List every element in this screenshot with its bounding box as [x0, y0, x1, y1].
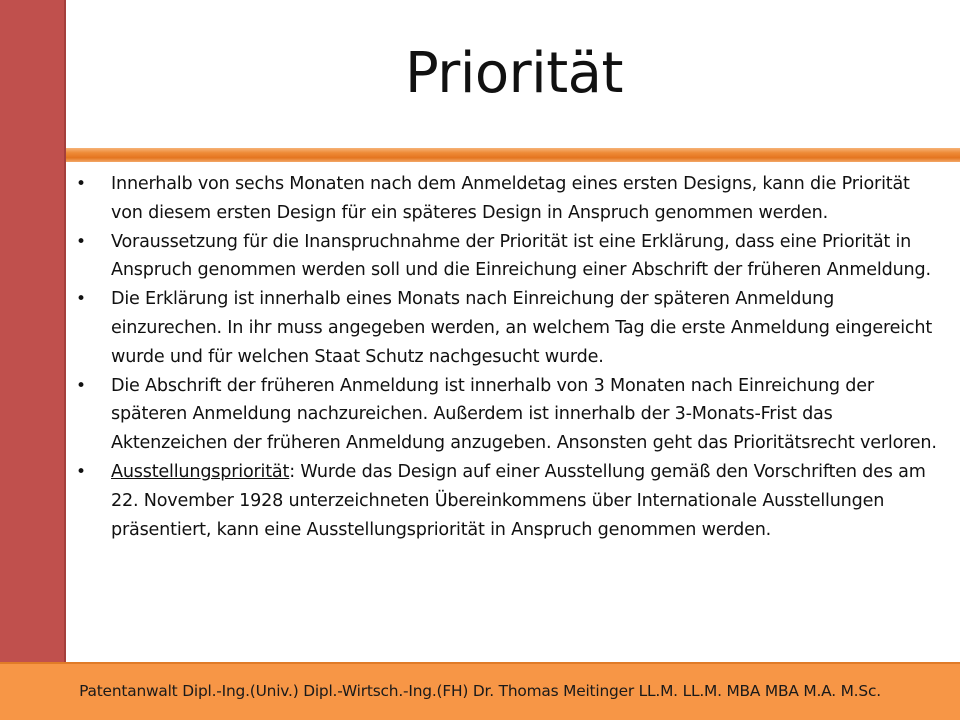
bullet-item-4 — [76, 372, 946, 458]
bullet-keyword: Ausstellungspriorität — [111, 461, 290, 482]
footer-text: Patentanwalt Dipl.-Ing.(Univ.) Dipl.-Wirtsch.-Ing.(FH) Dr. Thomas Meitinger LL.M. LL.M. MBA MBA M.A. M.Sc. — [79, 682, 881, 700]
slide-title: Priorität — [405, 41, 623, 106]
bullet-icon: • — [76, 461, 86, 482]
bullet-icon: • — [76, 289, 86, 310]
left-accent-bar — [0, 0, 66, 662]
bullet-text: Voraussetzung für die Inanspruchnahme der Priorität ist eine Erklärung, dass eine Priorität in Anspruch genommen werden soll und die Einreichung einer Abschrift der früheren Anmeldung. — [111, 231, 931, 281]
bullet-icon: • — [76, 231, 86, 252]
bullet-text: Innerhalb von sechs Monaten nach dem Anmeldetag eines ersten Designs, kann die Priorität von diesem ersten Design für ein späteres Design in Anspruch genommen werden. — [111, 174, 910, 223]
bullet-list — [76, 170, 946, 544]
bullet-item-2 — [76, 228, 946, 286]
bullet-item-1 — [76, 170, 946, 228]
bullet-text: Die Erklärung ist innerhalb eines Monats nach Einreichung der späteren Anmeldung einzurechen. In ihr muss angegeben werden, an welchem Tag die erste Anmeldung eingereicht wurde und für welchen Staat Schutz nachgesucht wurde. — [111, 289, 933, 367]
bullet-item-5 — [76, 458, 946, 544]
bullet-item-3 — [76, 285, 946, 371]
bullet-icon: • — [76, 375, 86, 396]
title-divider — [66, 148, 960, 162]
footer-bar — [0, 662, 960, 720]
bullet-text: : Wurde das Design auf einer Ausstellung gemäß den Vorschriften des am 22. November 1928 unterzeichneten Übereinkommens über Internationale Ausstellungen präsentiert, kann eine Ausstellungspriorität in Anspruch genommen werden. — [111, 461, 926, 540]
bullet-icon: • — [76, 174, 86, 194]
bullet-text: Die Abschrift der früheren Anmeldung ist innerhalb von 3 Monaten nach Einreichung der späteren Anmeldung nachzureichen. Außerdem ist innerhalb der 3-Monats-Frist das Aktenzeichen der früheren Anmeldung anzugeben. Ansonsten geht das Prioritätsrecht verloren. — [111, 375, 937, 454]
